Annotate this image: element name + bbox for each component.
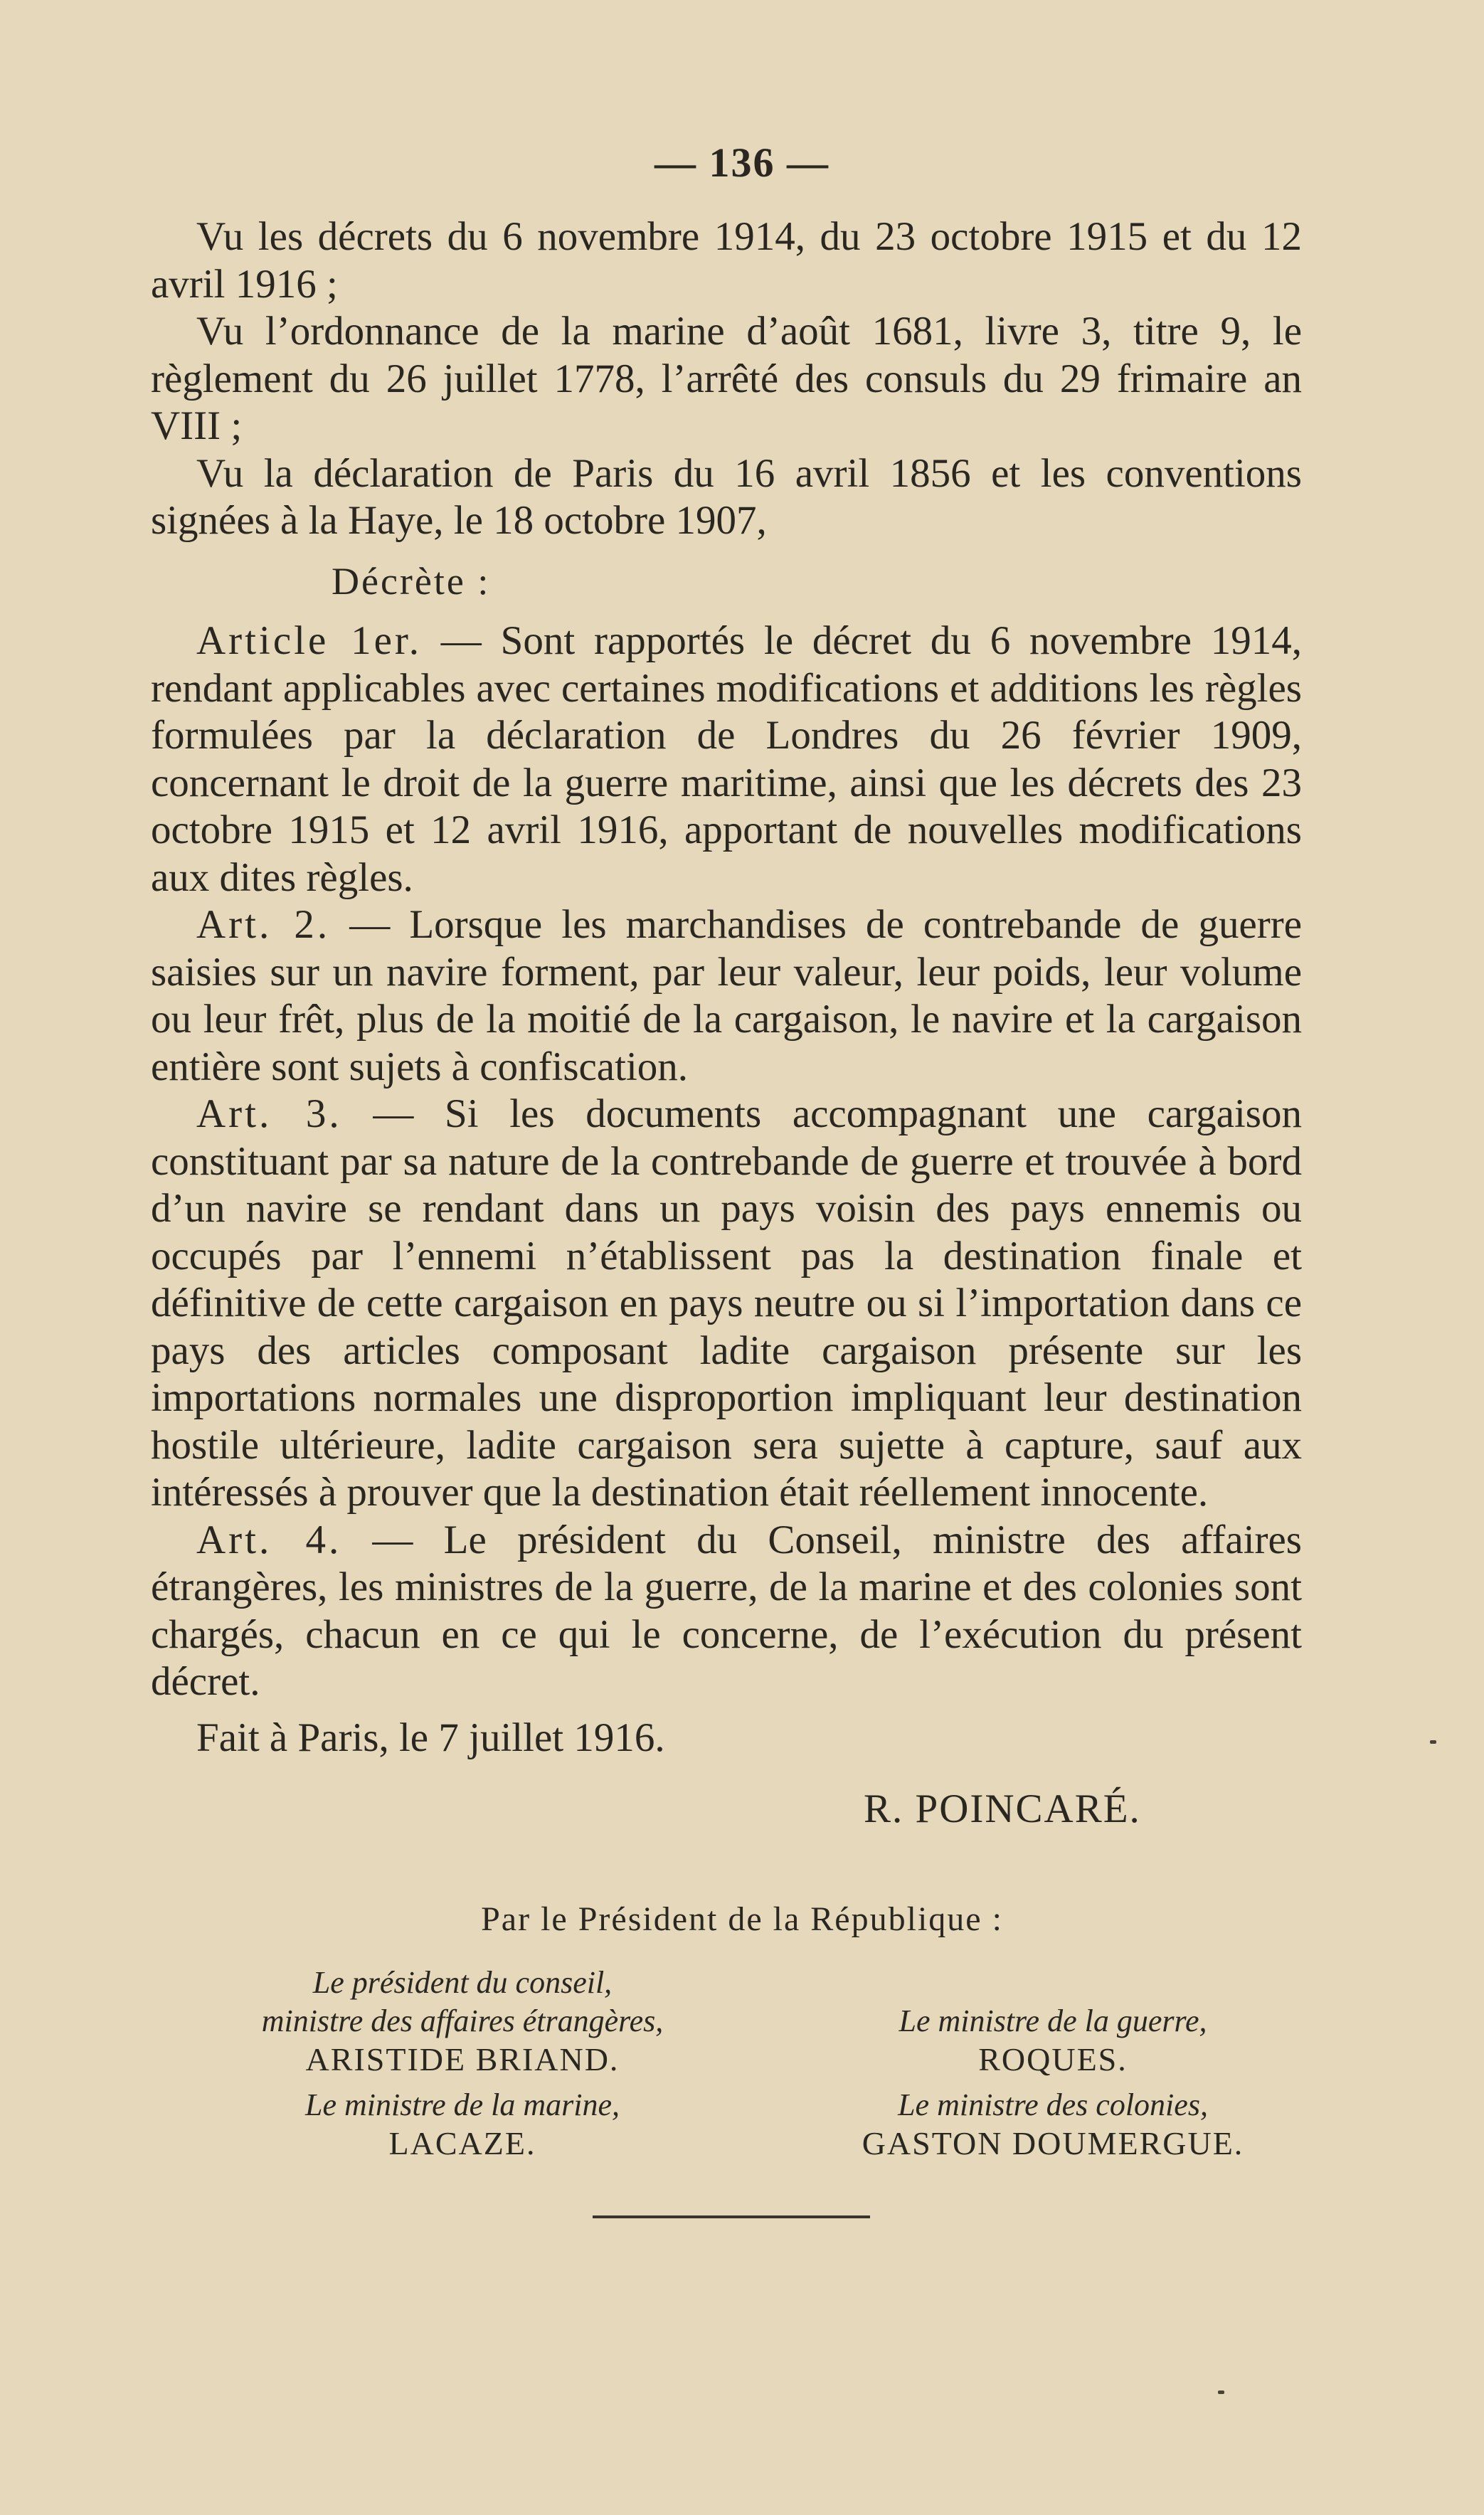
date-place: Fait à Paris, le 7 juillet 1916. bbox=[196, 1715, 665, 1760]
decree-body bbox=[151, 213, 1302, 1833]
closing-rule bbox=[593, 2215, 870, 2218]
article-3 bbox=[151, 1091, 1302, 1517]
president-title-line-2: ministre des affaires étrangères, bbox=[261, 2003, 664, 2038]
decrete-heading: Décrète : bbox=[332, 559, 491, 603]
president-title-line-1: Le président du conseil, bbox=[312, 1965, 613, 2000]
article-2 bbox=[151, 901, 1302, 1091]
article-3-label: Art. 3. bbox=[196, 1091, 342, 1136]
considerant-1: Vu les décrets du 6 novembre 1914, du 23 octobre 1915 et du 12 avril 1916 ; bbox=[151, 214, 1302, 307]
marine-title: Le ministre de la marine, bbox=[305, 2087, 620, 2122]
article-4-text: — Le président du Conseil, ministre des affaires étrangères, les ministres de la guerre, de la marine et des colonies sont chargés, chacun en ce qui le concerne, de l’exécution du présent décret. bbox=[151, 1517, 1302, 1704]
guerre-name: ROQUES. bbox=[978, 2041, 1128, 2077]
signature-marine bbox=[171, 2086, 754, 2163]
article-2-label: Art. 2. bbox=[196, 902, 331, 947]
article-1-label: Article 1er. bbox=[196, 618, 422, 663]
article-2-text: — Lorsque les marchandises de contrebande de guerre saisies sur un navire forment, par leur valeur, leur poids, leur volume ou leur frêt, plus de la moitié de la cargaison, le navire et la cargaison entière sont sujets à confiscation. bbox=[151, 902, 1303, 1089]
article-4-label: Art. 4. bbox=[196, 1517, 342, 1562]
article-1 bbox=[151, 618, 1302, 901]
considerant-3: Vu la déclaration de Paris du 16 avril 1856 et les conventions signées à la Haye, le 18 octobre 1907, bbox=[151, 450, 1302, 543]
guerre-title: Le ministre de la guerre, bbox=[899, 2003, 1207, 2038]
article-4 bbox=[151, 1517, 1302, 1706]
colonies-name: GASTON DOUMERGUE. bbox=[862, 2125, 1244, 2161]
ink-speck bbox=[1430, 1740, 1436, 1744]
considerant-2: Vu l’ordonnance de la marine d’août 1681, livre 3, titre 9, le règlement du 26 juillet 1778, l’arrêté des consuls du 29 frimaire an VIII ; bbox=[151, 309, 1302, 448]
signature-president-conseil bbox=[171, 1964, 754, 2079]
marine-name: LACAZE. bbox=[388, 2125, 536, 2161]
colonies-title: Le ministre des colonies, bbox=[898, 2087, 1208, 2122]
president-name: ARISTIDE BRIAND. bbox=[305, 2041, 620, 2077]
article-3-text: — Si les documents accompagnant une cargaison constituant par sa nature de la contrebande de guerre et trouvée à bord d’un navire se rendant dans un pays voisin des pays ennemis ou occupés par l’ennemi n’établissent pas la destination finale et définitive de cette cargaison en pays neutre ou si l’importation dans ce pays des articles composant ladite cargaison présente sur les importations normales une disproportion impliquant leur destination hostile ultérieure, ladite cargaison sera sujette à capture, sauf aux intéressés à prouver que la destination était réellement innocente. bbox=[151, 1091, 1302, 1515]
ink-speck bbox=[1218, 2390, 1224, 2394]
signature-guerre bbox=[783, 2002, 1323, 2079]
signatory-poincare: R. POINCARÉ. bbox=[864, 1786, 1141, 1831]
page-number: — 136 — bbox=[654, 139, 830, 186]
par-le-president: Par le Président de la République : bbox=[481, 1900, 1003, 1938]
article-1-text: — Sont rapportés le décret du 6 novembre 1914, rendant applicables avec certaines modifications et additions les règles formulées par la déclaration de Londres du 26 février 1909, concernant le droit de la guerre maritime, ainsi que les décrets des 23 octobre 1915 et 12 avril 1916, apportant de nouvelles modifications aux dites règles. bbox=[151, 618, 1303, 900]
signature-colonies bbox=[783, 2086, 1323, 2163]
